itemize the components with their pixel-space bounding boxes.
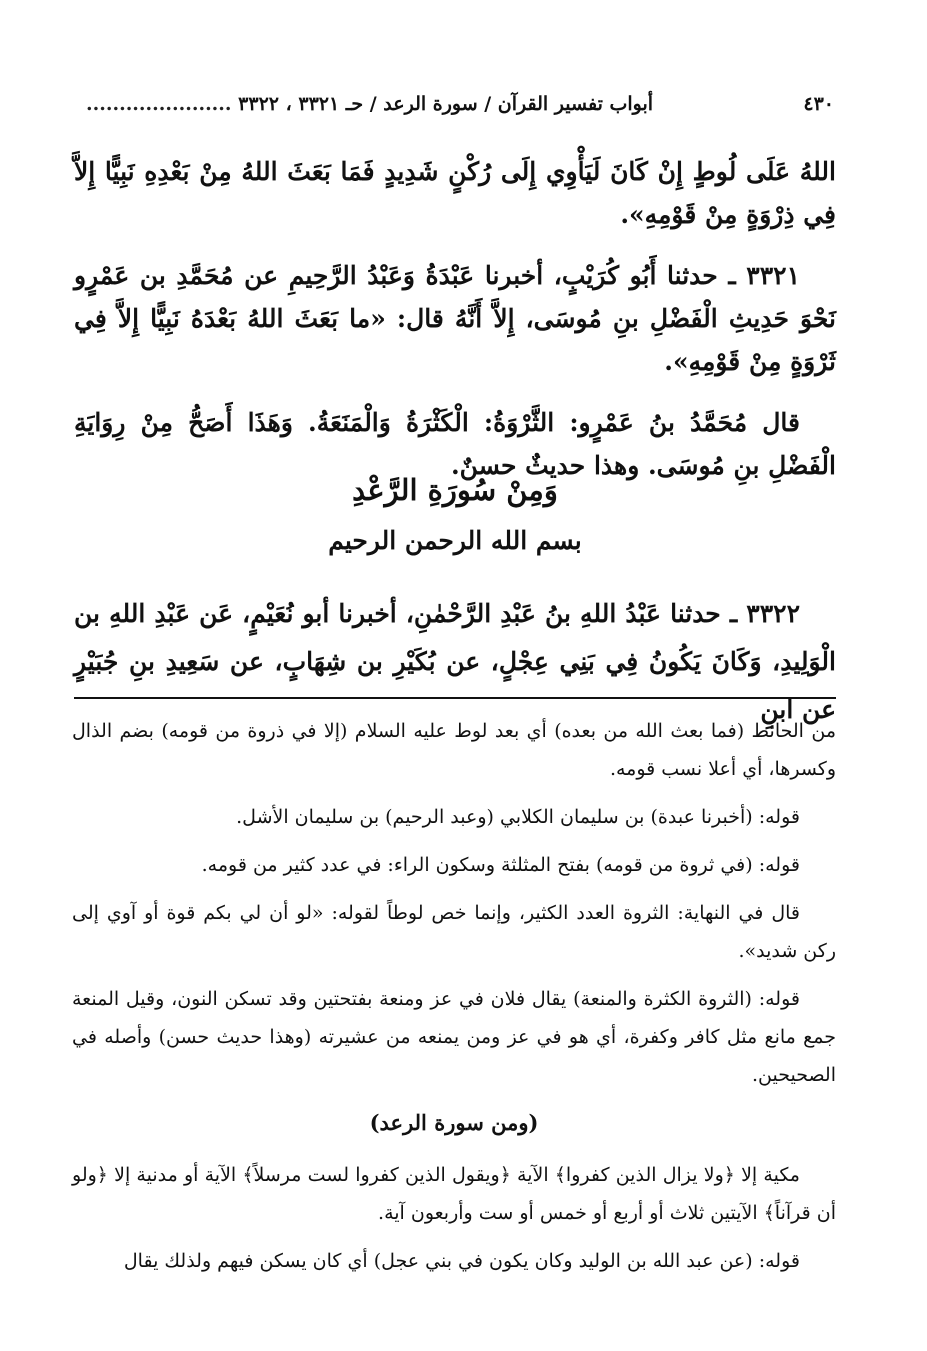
page-header <box>86 90 834 118</box>
basmala: بسم الله الرحمن الرحيم <box>328 526 582 555</box>
page-number: ٤٣٠ <box>803 93 834 115</box>
commentary-paragraph-1: من الحائط (فما بعث الله من بعده) أي بعد لوط عليه السلام (إلا في ذروة من قومه) بضم الذال وكسرها، أي أعلا نسب قومه. <box>72 720 836 780</box>
main-paragraph-1: اللهُ عَلَى لُوطٍ إِنْ كَانَ لَيَأْوِي إِلَى رُكْنٍ شَدِيدٍ فَمَا بَعَثَ اللهُ مِنْ بَعْدِهِ نَبِيًّا إِلاَّ فِي ذِرْوَةٍ مِنْ قَوْمِهِ». <box>74 157 836 229</box>
surah-title: وَمِنْ سُورَةِ الرَّعْدِ <box>352 473 558 507</box>
running-title-text: أبواب تفسير القرآن / سورة الرعد / حـ ٣٣٢١ ، ٣٣٢٢ <box>238 93 654 115</box>
commentary-paragraph-4: قال في النهاية: الثروة العدد الكثير، وإنما خص لوطاً لقوله: «لو أن لي بكم قوة أو آوي إلى ركن شديد». <box>72 902 836 962</box>
main-paragraph-3: قال مُحَمَّدُ بنُ عَمْرٍو: الثَّرْوَةُ: الْكَثْرَةُ وَالْمَنَعَةُ. وَهَذَا أَصَحُّ مِنْ رِوَايَةِ الْفَضْلِ بنِ مُوسَى. وهذا حديثٌ حسنٌ. <box>74 408 836 480</box>
footnote-divider <box>74 697 836 699</box>
commentary-paragraph-2: قوله: (أخبرنا عبدة) بن سليمان الكلابي (وعبد الرحيم) بن سليمان الأشل. <box>236 806 800 828</box>
running-title <box>86 93 803 115</box>
commentary-paragraph-7: قوله: (عن عبد الله بن الوليد وكان يكون في بني عجل) أي كان يسكن فيهم ولذلك يقال <box>123 1250 800 1272</box>
commentary-paragraph-3: قوله: (في ثروة من قومه) بفتح المثلثة وسكون الراء: في عدد كثير من قومه. <box>201 854 800 876</box>
hadith-3322: ٣٣٢٢ ـ حدثنا عَبْدُ اللهِ بنُ عَبْدِ الرَّحْمٰنِ، أخبرنا أبو نُعَيْمٍ، عَن عَبْدِ اللهِ بن الْوَلِيدِ، وَكَانَ يَكُونُ فِي بَنِي عِجْلٍ، عن بُكَيْرِ بن شِهَابٍ، عن سَعِيدِ بنِ جُبَيْرٍ عن ابنِ <box>74 599 836 724</box>
commentary-paragraph-5: قوله: (الثروة الكثرة والمنعة) يقال فلان في عز ومنعة بفتحتين وقد تسكن النون، وقيل المنعة جمع مانع مثل كافر وكفرة، أي هو في عز ومن يمنعه من عشيرته (وهذا حديث حسن) وأصله في الصحيحين. <box>72 988 836 1086</box>
commentary <box>72 712 836 1290</box>
hadith-3321: ٣٣٢١ ـ حدثنا أَبُو كُرَيْبٍ، أخبرنا عَبْدَةُ وَعَبْدُ الرَّحِيمِ عن مُحَمَّدِ بن عَمْرٍو نَحْوَ حَدِيثِ الْفَضْلِ بنِ مُوسَى، إِلاَّ أَنَّهُ قال: «ما بَعَثَ اللهُ بَعْدَهُ نَبِيًّا إِلاَّ فِي ثَرْوَةٍ مِنْ قَوْمِهِ». <box>74 261 836 376</box>
commentary-paragraph-6: مكية إلا ﴿ولا يزال الذين كفروا﴾ الآية ﴿ويقول الذين كفروا لست مرسلاً﴾ الآية أو مدنية إلا ﴿ولو أن قرآناً﴾ الآيتين ثلاث أو أربع أو خمس أو ست وأربعون آية. <box>72 1164 836 1224</box>
main-text <box>74 150 836 505</box>
commentary-sub-title: (ومن سورة الرعد) <box>369 1110 539 1135</box>
leader-dots: ...................... <box>86 93 232 115</box>
